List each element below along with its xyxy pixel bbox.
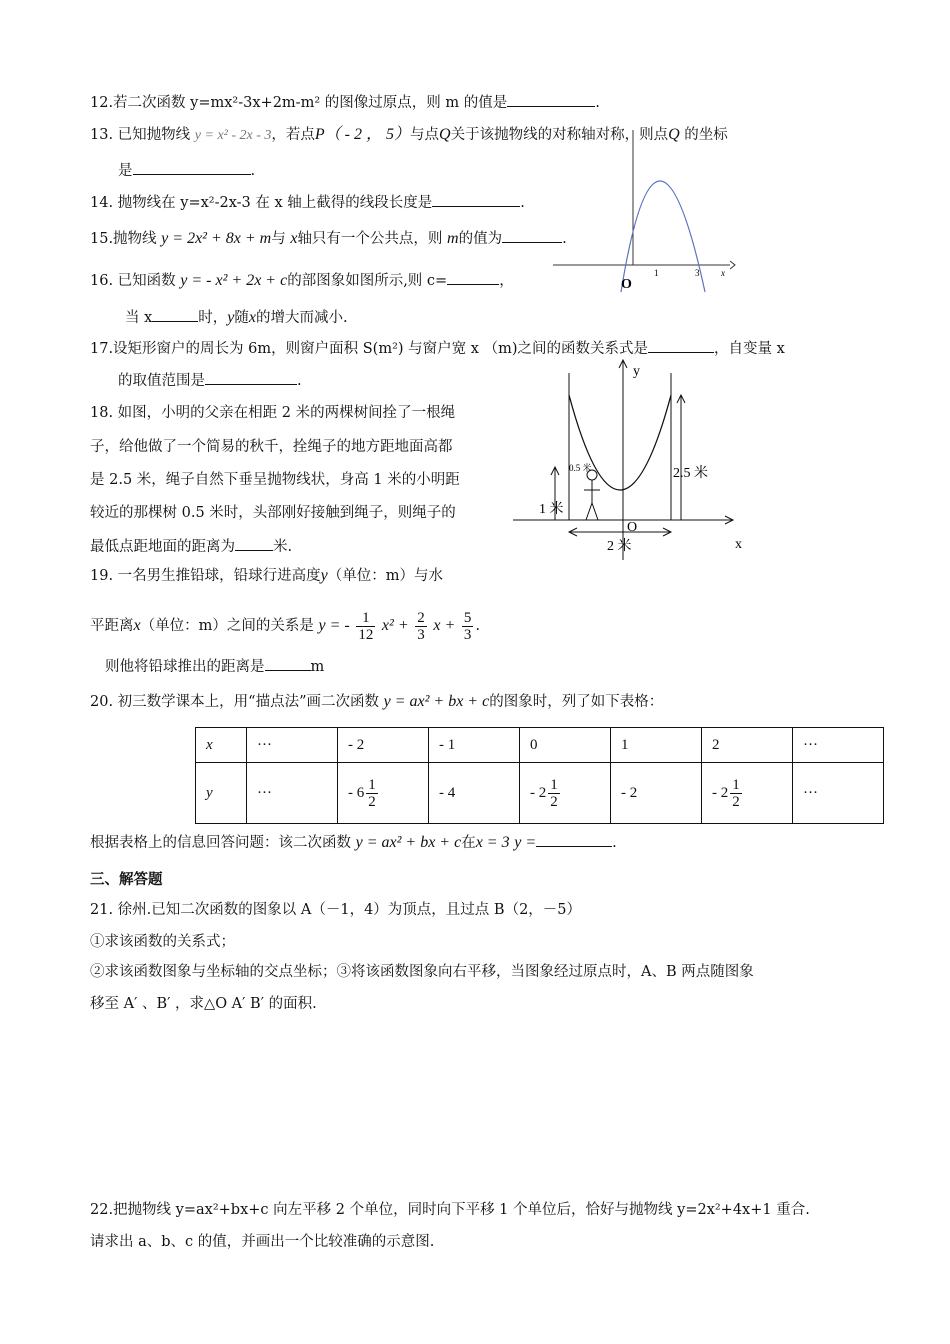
q13-blank <box>133 160 251 175</box>
q19-frac-2-num: 2 <box>417 609 425 626</box>
q21-line-3: ②求该函数图象与坐标轴的交点坐标；③将该函数图象向右平移，当图象经过原点时，A、B 两点随图象 <box>90 964 754 980</box>
q13-point-q: Q <box>439 126 451 143</box>
q15-text-a: 15.抛物线 <box>90 231 157 247</box>
section-heading: 三、解答题 <box>90 872 163 888</box>
q16-blank-c <box>447 270 499 285</box>
fig1-origin-label: O <box>621 277 632 292</box>
q13-text-e: 的坐标 <box>679 127 728 143</box>
q13-text-c: 与点 <box>410 127 440 143</box>
q21-line-4: 移至 A′ 、B′ ，求△O A′ B′ 的面积. <box>90 996 317 1012</box>
frac-den: 2 <box>732 793 740 810</box>
q20-text-c: 根据表格上的信息回答问题：该二次函数 <box>90 835 351 851</box>
fig1-x-arrow <box>730 261 735 269</box>
q16-y: y <box>227 309 235 326</box>
q19-formula-start: y = - <box>318 617 350 634</box>
q13-end: . <box>250 163 256 179</box>
table-row <box>196 728 884 763</box>
q19-frac-1-den: 12 <box>358 626 374 643</box>
cell-int: - 2 <box>712 784 729 801</box>
q16-blank-x <box>152 307 198 322</box>
frac-num: 1 <box>368 776 376 793</box>
fig2-label-25m: 2.5 米 <box>673 466 708 481</box>
frac-den: 2 <box>368 793 376 810</box>
q21-line-2: ①求该函数的关系式； <box>90 934 235 950</box>
q19-frac-2 <box>415 610 427 643</box>
q19-text-b: （单位：m）与水 <box>327 568 444 584</box>
q13-text-d: 关于该抛物线的对称轴对称，则点 <box>450 127 669 143</box>
q16-line2d: 的增大而减小. <box>256 310 348 326</box>
q15-x: x <box>290 230 298 247</box>
parabola-figure <box>545 120 745 300</box>
table-cell: - 2 <box>338 728 429 763</box>
question-19 <box>90 566 443 586</box>
swing-figure <box>505 355 765 565</box>
q13-point-q2: Q <box>668 126 680 143</box>
cell-int: - 6 <box>348 784 365 801</box>
q16-text-c: ， <box>499 273 514 289</box>
table-cell <box>520 763 611 824</box>
cell-frac <box>366 777 378 810</box>
fig2-label-2m: 2 米 <box>607 539 632 554</box>
q15-end: . <box>562 231 567 247</box>
q18-end: 米. <box>273 539 293 555</box>
q18-line-2: 子，给他做了一个简易的秋千，拴绳子的地方距地面高都 <box>90 439 453 455</box>
q18-line-1: 18. 如图，小明的父亲在相距 2 米的两棵树间拴了一根绳 <box>90 405 456 421</box>
q19-text-a: 19. 一名男生推铅球，铅球行进高度 <box>90 568 321 584</box>
q22-line-2: 请求出 a、b、c 的值，并画出一个比较准确的示意图. <box>90 1234 435 1250</box>
cell-frac <box>730 777 742 810</box>
q19-frac-3-den: 3 <box>463 626 472 643</box>
frac-num: 1 <box>550 776 558 793</box>
q20-formula2: y = ax² + bx + c <box>355 834 462 851</box>
q19-blank <box>265 656 311 671</box>
q16-text-b: 的部图象如图所示,则 c= <box>287 273 448 289</box>
table-cell: ··· <box>247 763 338 824</box>
table-cell <box>338 763 429 824</box>
table-cell: ··· <box>247 728 338 763</box>
q20-text-d: 在 <box>461 835 476 851</box>
q13-point-p: P（ - 2 ， 5） <box>314 126 411 143</box>
fig1-tick-3: 3 <box>695 268 700 278</box>
q19-formula-mid2: x + <box>433 617 456 634</box>
q13-text-b: ，若点 <box>271 127 315 143</box>
question-18-last <box>90 536 292 557</box>
fig1-tick-1: 1 <box>654 268 659 278</box>
fig2-origin-label: O <box>627 520 638 535</box>
q17-blank-1 <box>648 338 714 353</box>
q17-text-b: ，自变量 x <box>713 341 785 357</box>
fig1-x-label: x <box>721 268 725 278</box>
q14-blank <box>432 192 520 207</box>
q19-frac-1 <box>356 610 375 643</box>
q17-text: 17.设矩形窗户的周长为 6m，则窗户面积 S(m²) 与窗户宽 x （m)之间的函数关系式是 <box>90 341 648 357</box>
question-13-line2 <box>118 160 255 181</box>
fig2-y-label: y <box>633 364 640 379</box>
question-14 <box>90 192 525 213</box>
q16-line2a: 当 x <box>125 310 153 326</box>
q22-line-1: 22.把抛物线 y=ax²+bx+c 向左平移 2 个单位，同时向下平移 1 个单位后，恰好与抛物线 y=2x²+4x+1 重合. <box>90 1202 810 1218</box>
q16-formula: y = - x² + 2x + c <box>180 272 288 289</box>
frac-den: 2 <box>550 793 558 810</box>
q20-blank <box>536 832 612 847</box>
question-19-line2 <box>90 603 480 649</box>
q18-line-3: 是 2.5 米，绳子自然下垂呈抛物线状，身高 1 米的小明距 <box>90 472 460 488</box>
table-cell: - 2 <box>611 763 702 824</box>
table-cell: x <box>196 728 247 763</box>
question-16 <box>90 270 514 291</box>
q19-text-c: 平距离 <box>90 618 134 634</box>
fig2-label-1m: 1 米 <box>539 502 564 517</box>
q14-end: . <box>520 195 525 211</box>
q20-end: . <box>612 835 617 851</box>
q16-x: x <box>248 309 257 326</box>
fig2-kid-leg-left <box>586 503 592 520</box>
q19-y: y <box>320 567 328 584</box>
q20-formula: y = ax² + bx + c <box>383 693 490 710</box>
fig2-kid-leg-right <box>592 503 598 520</box>
q18-blank <box>235 536 273 551</box>
q13-line2: 是 <box>118 163 133 179</box>
q12-text: 12.若二次函数 y=mx²-3x+2m-m² 的图像过原点，则 m 的值是 <box>90 95 508 111</box>
table-row <box>196 763 884 824</box>
q13-formula: y = x² - 2x - 3 <box>194 128 272 143</box>
q17-line2: 的取值范围是 <box>118 373 205 389</box>
question-20 <box>90 692 663 712</box>
table-cell: 0 <box>520 728 611 763</box>
question-20-answer <box>90 832 617 853</box>
q19-text-d: （单位：m）之间的关系是 <box>140 618 314 634</box>
q17-end: . <box>297 373 302 389</box>
fig1-parabola <box>621 181 705 292</box>
q18-line-4: 较近的那棵树 0.5 米时，头部刚好接触到绳子，则绳子的 <box>90 505 456 521</box>
q16-line2b: 时， <box>198 310 228 326</box>
table-cell <box>702 763 793 824</box>
q15-formula: y = 2x² + 8x + m <box>161 230 272 247</box>
q21-line-1: 21. 徐州.已知二次函数的图象以 A（－1，4）为顶点，且过点 B（2，－5） <box>90 902 582 918</box>
q16-line2c: 随 <box>234 310 249 326</box>
q12-blank <box>507 92 595 107</box>
q20-text-a: 20. 初三数学课本上，用“描点法”画二次函数 <box>90 694 379 710</box>
fig2-rope <box>569 395 671 490</box>
table-cell: - 4 <box>429 763 520 824</box>
q19-x: x <box>133 617 141 634</box>
q16-text-a: 16. 已知函数 <box>90 273 176 289</box>
q15-text-c: 轴只有一个公共点，则 <box>297 231 443 247</box>
q15-text-b: 与 <box>271 231 286 247</box>
frac-num: 1 <box>732 776 740 793</box>
q20-y3: y = <box>514 834 537 851</box>
cell-int: - 2 <box>530 784 547 801</box>
q19-formula-mid1: x² + <box>381 617 409 634</box>
table-cell: ··· <box>793 763 884 824</box>
fig2-x-label: x <box>735 537 742 552</box>
q12-end: . <box>595 95 600 111</box>
q15-m: m <box>447 230 459 247</box>
table-cell: 2 <box>702 728 793 763</box>
table-cell: ··· <box>793 728 884 763</box>
q18-line-5: 最低点距地面的距离为 <box>90 539 235 555</box>
q19-frac-2-den: 3 <box>417 626 425 643</box>
q19-frac-3 <box>462 610 474 643</box>
cell-frac <box>548 777 560 810</box>
q19-frac-1-num: 1 <box>356 610 375 627</box>
q19-frac-3-num: 5 <box>463 609 472 626</box>
q17-blank-2 <box>205 370 297 385</box>
question-12 <box>90 92 600 113</box>
q20-table <box>195 727 884 824</box>
q19-end: . <box>475 618 480 634</box>
table-cell: 1 <box>611 728 702 763</box>
fig2-label-05m: 0.5 米 <box>569 463 592 473</box>
question-16-line2 <box>125 307 348 328</box>
question-17-line2 <box>118 370 302 391</box>
question-19-line3 <box>105 656 324 677</box>
table-cell: - 1 <box>429 728 520 763</box>
q19-unit: m <box>310 659 325 675</box>
table-cell: y <box>196 763 247 824</box>
question-15 <box>90 228 567 249</box>
q13-text-a: 13. 已知抛物线 <box>90 127 191 143</box>
q20-x3: x = 3 <box>475 834 510 851</box>
q14-text: 14. 抛物线在 y=x²-2x-3 在 x 轴上截得的线段长度是 <box>90 195 433 211</box>
q20-text-b: 的图象时，列了如下表格： <box>489 694 664 710</box>
q19-line3: 则他将铅球推出的距离是 <box>105 659 265 675</box>
q15-text-d: 的值为 <box>458 231 503 247</box>
